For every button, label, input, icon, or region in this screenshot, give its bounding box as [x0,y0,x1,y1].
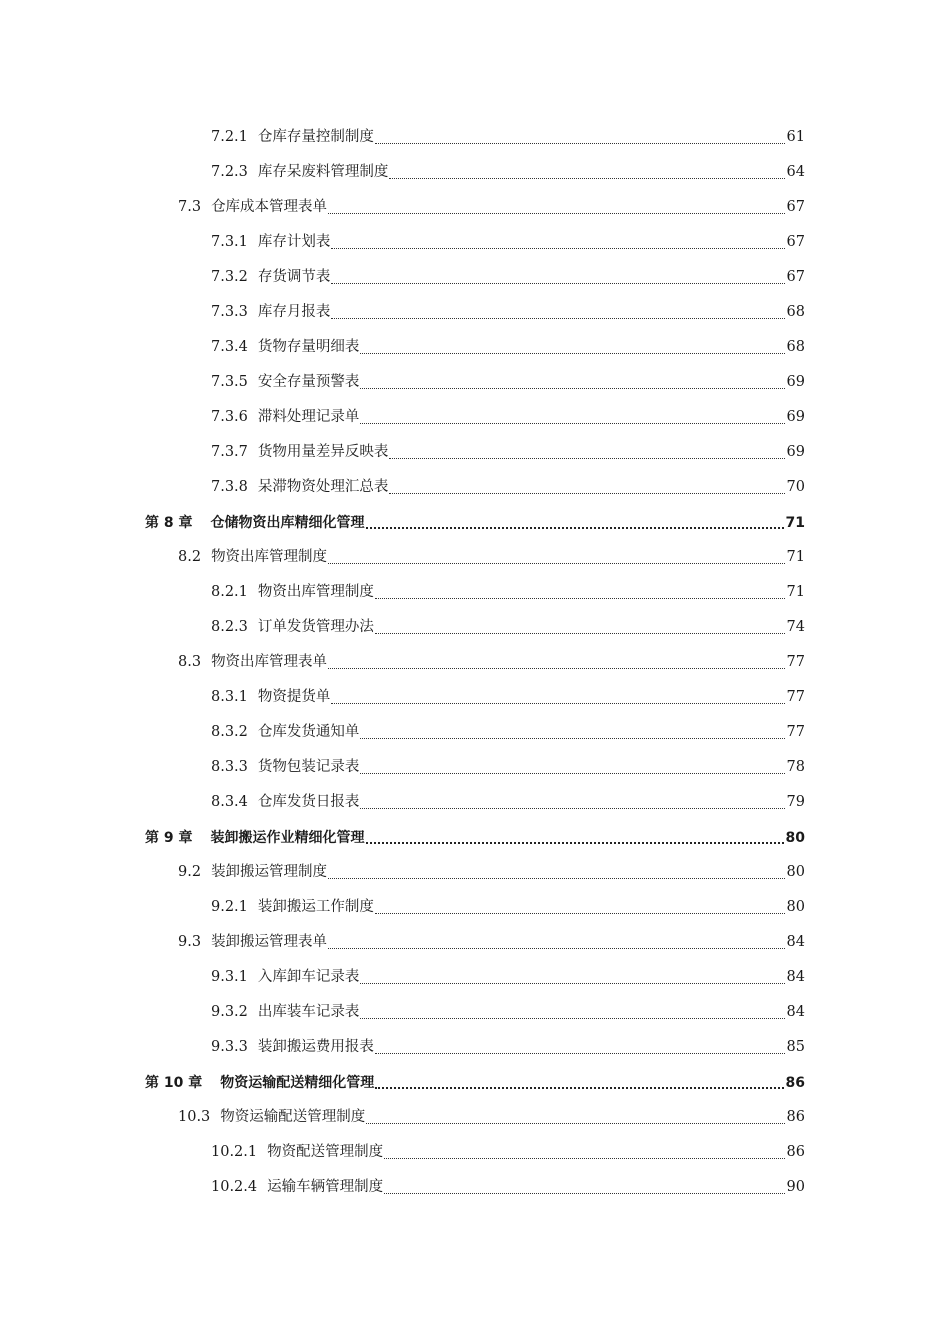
toc-entry-page-number: 68 [786,304,805,321]
toc-entry[interactable] [0,400,950,435]
toc-entry[interactable] [0,120,950,155]
toc-entry-page-number: 86 [785,1074,805,1091]
toc-entry-title: 入库卸车记录表 [257,969,360,986]
toc-entry[interactable] [0,610,950,645]
toc-entry-page-number: 64 [786,164,805,181]
dot-leader [366,841,784,844]
toc-entry[interactable] [0,1170,950,1205]
toc-entry-title: 呆滞物资处理汇总表 [257,479,389,496]
dot-leader [360,387,784,389]
toc-entry-number: 9.3.2 [211,1004,248,1021]
toc-entry-number: 9.3 [178,934,202,951]
toc-entry[interactable] [0,1100,950,1135]
dot-leader [360,1017,784,1019]
toc-entry-title: 装卸搬运管理制度 [211,864,328,881]
toc-entry-page-number: 69 [786,444,805,461]
toc-entry-title: 仓库存量控制制度 [257,129,374,146]
toc-entry-title: 装卸搬运费用报表 [257,1039,374,1056]
toc-entry-page-number: 79 [786,794,805,811]
toc-entry-title: 货物包装记录表 [257,759,360,776]
dot-leader [360,737,784,739]
toc-entry-title: 物资出库管理制度 [257,584,374,601]
toc-entry-page-number: 69 [786,374,805,391]
toc-entry-page-number: 84 [786,1004,805,1021]
toc-entry-number: 7.3.6 [211,409,248,426]
toc-entry[interactable] [0,890,950,925]
toc-entry-number: 7.3.3 [211,304,248,321]
toc-entry-number: 9.3.3 [211,1039,248,1056]
dot-leader [360,772,784,774]
dot-leader [328,562,784,564]
toc-entry-page-number: 61 [786,129,805,146]
toc-entry-title: 物资出库管理制度 [211,549,328,566]
dot-leader [328,212,784,214]
toc-entry-title: 货物存量明细表 [257,339,360,356]
toc-entry-page-number: 67 [786,269,805,286]
dot-leader [375,142,785,144]
toc-entry-number: 8.3.4 [211,794,248,811]
toc-entry-title: 物资运输配送管理制度 [220,1109,366,1126]
toc-entry-number: 9.3.1 [211,969,248,986]
dot-leader [389,492,784,494]
toc-entry[interactable] [0,645,950,680]
toc-entry-title: 订单发货管理办法 [257,619,374,636]
toc-entry-number: 9.2.1 [211,899,248,916]
toc-entry[interactable] [0,715,950,750]
dot-leader [366,526,784,529]
dot-leader [375,597,785,599]
toc-entry-page-number: 77 [786,654,805,671]
toc-entry-title: 装卸搬运工作制度 [257,899,374,916]
toc-entry-number: 10.2.1 [211,1144,258,1161]
toc-entry[interactable] [0,365,950,400]
toc-entry-number: 9.2 [178,864,202,881]
toc-entry-page-number: 80 [785,829,805,846]
toc-entry[interactable] [0,470,950,505]
dot-leader [389,457,784,459]
toc-entry-title: 出库装车记录表 [257,1004,360,1021]
toc-entry[interactable] [0,225,950,260]
dot-leader [389,177,784,179]
toc-entry-number: 8.2.1 [211,584,248,601]
dot-leader [360,422,784,424]
toc-entry-number: 7.3.5 [211,374,248,391]
toc-entry[interactable] [0,960,950,995]
toc-entry-page-number: 86 [786,1109,805,1126]
dot-leader [328,877,784,879]
dot-leader [384,1192,784,1194]
toc-entry-page-number: 84 [786,934,805,951]
toc-entry-number: 7.3.2 [211,269,248,286]
toc-entry-page-number: 69 [786,409,805,426]
toc-entry-number: 7.2.3 [211,164,248,181]
toc-entry-number: 8.3.2 [211,724,248,741]
toc-entry-number: 第 8 章 [145,514,193,531]
toc-entry-number: 8.2 [178,549,202,566]
toc-entry-title: 物资出库管理表单 [211,654,328,671]
toc-entry-title: 存货调节表 [257,269,331,286]
dot-leader [375,1052,785,1054]
toc-entry[interactable] [0,295,950,330]
toc-entry-page-number: 71 [785,514,805,531]
toc-entry[interactable] [0,575,950,610]
dot-leader [331,282,784,284]
toc-entry-page-number: 86 [786,1144,805,1161]
dot-leader [375,1086,783,1089]
dot-leader [331,702,784,704]
toc-entry-title: 库存月报表 [257,304,331,321]
dot-leader [375,632,785,634]
toc-entry-page-number: 84 [786,969,805,986]
toc-entry-number: 10.3 [178,1109,211,1126]
dot-leader [328,667,784,669]
toc-chapter-entry[interactable] [0,820,950,855]
toc-entry-page-number: 85 [786,1039,805,1056]
dot-leader [360,352,784,354]
toc-entry[interactable] [0,680,950,715]
toc-entry[interactable] [0,785,950,820]
toc-entry[interactable] [0,925,950,960]
toc-entry[interactable] [0,995,950,1030]
toc-entry-title: 仓库成本管理表单 [211,199,328,216]
toc-entry-number: 8.3.3 [211,759,248,776]
toc-entry-title: 物资提货单 [257,689,331,706]
toc-entry-title: 运输车辆管理制度 [267,1179,384,1196]
toc-entry-page-number: 67 [786,234,805,251]
toc-chapter-entry[interactable] [0,505,950,540]
toc-entry-page-number: 78 [786,759,805,776]
toc-entry-title: 仓库发货日报表 [257,794,360,811]
dot-leader [331,317,784,319]
toc-entry[interactable] [0,330,950,365]
toc-entry-title: 装卸搬运作业精细化管理 [210,829,365,846]
dot-leader [366,1122,784,1124]
toc-entry[interactable] [0,260,950,295]
toc-entry-title: 物资配送管理制度 [267,1144,384,1161]
dot-leader [328,947,784,949]
toc-entry-title: 仓库发货通知单 [257,724,360,741]
dot-leader [360,807,784,809]
toc-entry-title: 装卸搬运管理表单 [211,934,328,951]
toc-entry[interactable] [0,435,950,470]
toc-entry-page-number: 77 [786,724,805,741]
toc-chapter-entry[interactable] [0,1065,950,1100]
toc-entry-title: 货物用量差异反映表 [257,444,389,461]
toc-entry-page-number: 71 [786,584,805,601]
toc-entry-number: 第 9 章 [145,829,193,846]
toc-entry-page-number: 77 [786,689,805,706]
dot-leader [331,247,784,249]
toc-entry-number: 第 10 章 [145,1074,203,1091]
toc-entry-number: 7.2.1 [211,129,248,146]
dot-leader [384,1157,784,1159]
toc-entry-number: 7.3 [178,199,202,216]
toc-entry-number: 7.3.1 [211,234,248,251]
toc-entry[interactable] [0,540,950,575]
toc-entry-page-number: 67 [786,199,805,216]
toc-entry-page-number: 90 [786,1179,805,1196]
toc-entry[interactable] [0,1135,950,1170]
toc-entry-number: 8.3 [178,654,202,671]
toc-entry-page-number: 70 [786,479,805,496]
toc-entry-title: 安全存量预警表 [257,374,360,391]
dot-leader [375,912,785,914]
toc-entry-title: 库存呆废料管理制度 [257,164,389,181]
toc-entry-number: 8.3.1 [211,689,248,706]
toc-entry-title: 滞料处理记录单 [257,409,360,426]
toc-entry-title: 库存计划表 [257,234,331,251]
toc-entry[interactable] [0,855,950,890]
toc-entry-number: 7.3.4 [211,339,248,356]
toc-entry-page-number: 71 [786,549,805,566]
toc-entry-title: 仓储物资出库精细化管理 [210,514,365,531]
toc-entry-number: 7.3.8 [211,479,248,496]
toc-entry[interactable] [0,155,950,190]
toc-entry-title: 物资运输配送精细化管理 [220,1074,375,1091]
toc-entry[interactable] [0,1030,950,1065]
toc-entry[interactable] [0,750,950,785]
toc-entry-number: 7.3.7 [211,444,248,461]
toc-entry-page-number: 68 [786,339,805,356]
toc-entry-page-number: 80 [786,899,805,916]
toc-entry-number: 10.2.4 [211,1179,258,1196]
toc-entry-page-number: 74 [786,619,805,636]
toc-entry-page-number: 80 [786,864,805,881]
toc-entry-number: 8.2.3 [211,619,248,636]
toc-entry[interactable] [0,190,950,225]
dot-leader [360,982,784,984]
table-of-contents [0,120,950,1205]
